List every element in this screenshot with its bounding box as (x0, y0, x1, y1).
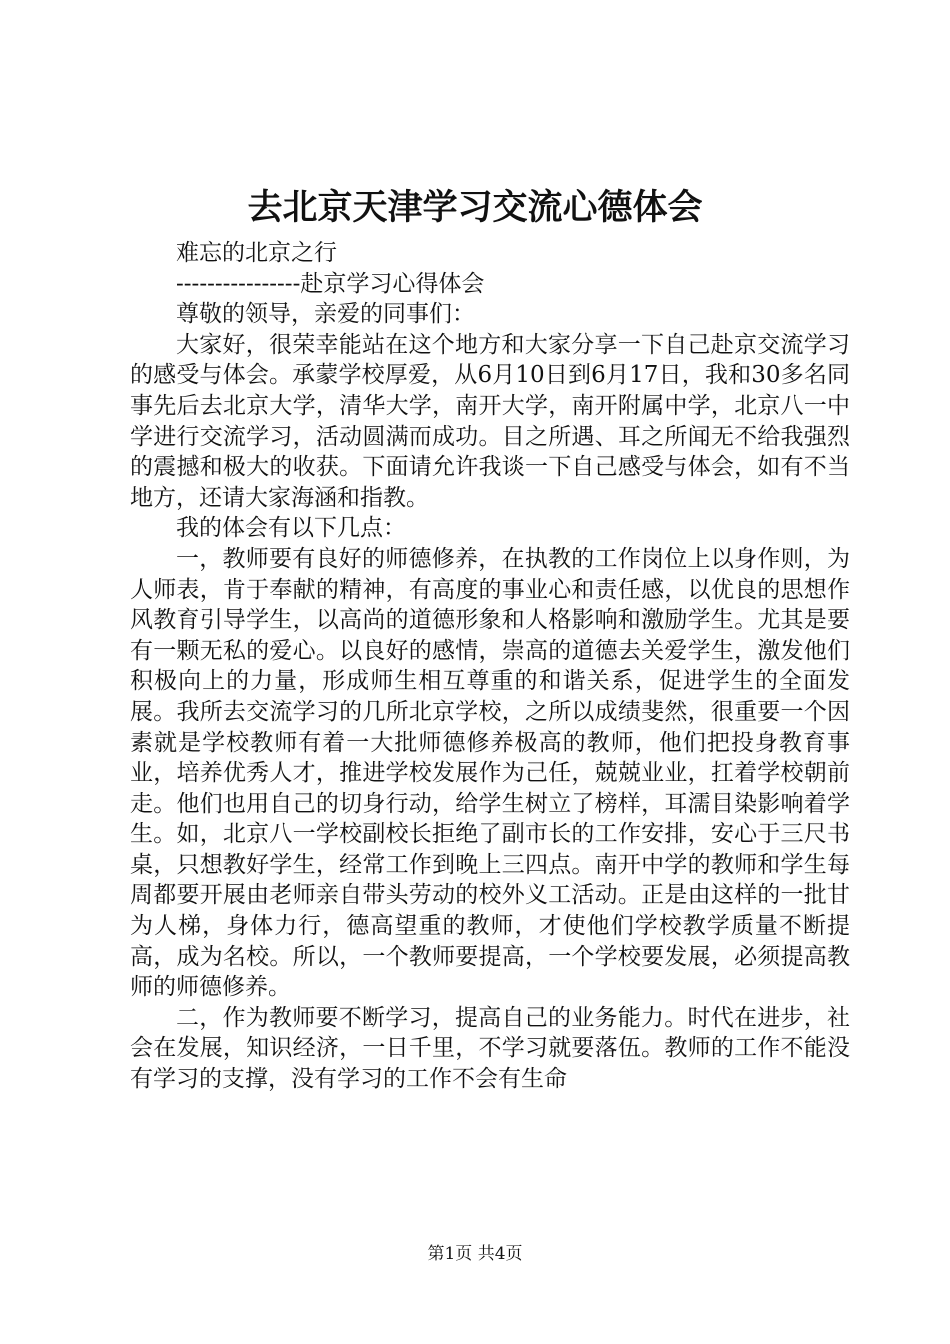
paragraph-intro: 大家好，很荣幸能站在这个地方和大家分享一下自己赴京交流学习的感受与体会。承蒙学校厚爱，从6月10日到6月17日，我和30多名同事先后去北京大学，清华大学，南开大学，南开附属中学，北京八一中学进行交流学习，活动圆满而成功。目之所遇、耳之所闻无不给我强烈的震撼和极大的收获。下面请允许我谈一下自己感受与体会，如有不当地方，还请大家海涵和指教。 (130, 331, 850, 511)
paragraph-point-one: 一，教师要有良好的师德修养，在执教的工作岗位上以身作则，为人师表，肯于奉献的精神，有高度的事业心和责任感，以优良的思想作风教育引导学生，以高尚的道德形象和人格影响和激励学生。尤其是要有一颗无私的爱心。以良好的感情，崇高的道德去关爱学生，激发他们积极向上的力量，形成师生相互尊重的和谐关系，促进学生的全面发展。我所去交流学习的几所北京学校，之所以成绩斐然，很重要一个因素就是学校教师有着一大批师德修养极高的教师，他们把投身教育事业，培养优秀人才，推进学校发展作为己任，兢兢业业，扛着学校朝前走。他们也用自己的切身行动，给学生树立了榜样，耳濡目染影响着学生。如，北京八一学校副校长拒绝了副市长的工作安排，安心于三尺书桌，只想教好学生，经常工作到晚上三四点。南开中学的教师和学生每周都要开展由老师亲自带头劳动的校外义工活动。正是由这样的一批甘为人梯，身体力行，德高望重的教师，才使他们学校教学质量不断提高，成为名校。所以，一个教师要提高，一个学校要发展，必须提高教师的师德修养。 (130, 545, 850, 1001)
paragraph-points-intro: 我的体会有以下几点： (176, 515, 406, 542)
document-title: 去北京天津学习交流心德体会 (247, 187, 703, 228)
paragraph-subheading: ----------------赴京学习心得体会 (176, 270, 485, 297)
document-body (130, 238, 850, 1095)
paragraph-subtitle: 难忘的北京之行 (176, 240, 337, 266)
paragraph-greeting: 尊敬的领导，亲爱的同事们： (176, 301, 475, 328)
paragraph-point-two: 二，作为教师要不断学习，提高自己的业务能力。时代在进步，社会在发展，知识经济，一日千里，不学习就要落伍。教师的工作不能没有学习的支撑，没有学习的工作不会有生命 (130, 1004, 850, 1093)
page-number-footer: 第1页 共4页 (427, 1244, 523, 1264)
